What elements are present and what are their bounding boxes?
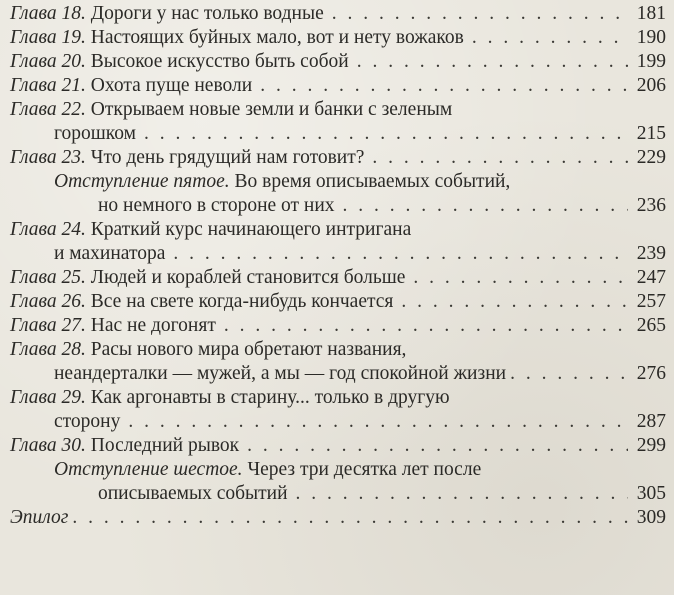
toc-entry-epilogue <box>10 506 666 530</box>
chapter-title: Последний рывок <box>90 435 240 456</box>
toc-line-continuation <box>10 122 666 146</box>
chapter-title: Настоящих буйных мало, вот и нету вожаков <box>90 27 464 48</box>
page-number: 190 <box>636 27 666 48</box>
digression-title: Во время описываемых событий, <box>234 171 511 192</box>
chapter-title: Как аргонавты в старину... только в другую <box>90 387 450 408</box>
toc-entry-chapter-29 <box>10 386 666 434</box>
toc-entry-chapter-19 <box>10 26 666 50</box>
toc-entry-chapter-23 <box>10 146 666 170</box>
dot-leader <box>332 2 628 26</box>
chapter-label: Глава 23. <box>10 147 86 168</box>
page-number: 265 <box>636 315 666 336</box>
toc-line <box>10 338 666 362</box>
page-number: 215 <box>636 123 666 144</box>
chapter-title: Краткий курс начинающего интригана <box>90 219 412 240</box>
toc-entry-chapter-21 <box>10 74 666 98</box>
toc-line <box>10 314 666 338</box>
chapter-title: Все на свете когда-нибудь кончается <box>90 291 394 312</box>
chapter-label: Глава 21. <box>10 75 86 96</box>
toc-entry-chapter-30 <box>10 434 666 458</box>
chapter-label: Глава 26. <box>10 291 86 312</box>
toc-entry-chapter-28 <box>10 338 666 386</box>
dot-leader <box>247 434 628 458</box>
table-of-contents <box>10 2 666 530</box>
dot-leader <box>144 122 628 146</box>
dot-leader <box>173 242 628 266</box>
toc-line <box>10 74 666 98</box>
chapter-title-continuation: и махинатора <box>54 243 166 264</box>
dot-leader <box>128 410 628 434</box>
toc-line-continuation <box>10 362 666 386</box>
chapter-title-continuation: неандерталки — мужей, а мы — год спокойной жизни <box>54 363 507 384</box>
chapter-title: Открываем новые земли и банки с зеленым <box>90 99 453 120</box>
dot-leader <box>401 290 628 314</box>
chapter-label: Глава 18. <box>10 3 86 24</box>
toc-line-continuation <box>10 242 666 266</box>
dot-leader <box>510 362 628 386</box>
toc-entry-chapter-24 <box>10 218 666 266</box>
toc-line <box>10 458 666 482</box>
chapter-title: Расы нового мира обретают названия, <box>90 339 407 360</box>
toc-line <box>10 434 666 458</box>
chapter-title: Охота пуще неволи <box>90 75 253 96</box>
page-number: 276 <box>636 363 666 384</box>
dot-leader <box>472 26 628 50</box>
page-number: 236 <box>636 195 666 216</box>
toc-entry-digression-6 <box>10 458 666 506</box>
page-number: 229 <box>636 147 666 168</box>
toc-line-continuation <box>10 482 666 506</box>
toc-line <box>10 266 666 290</box>
dot-leader <box>372 146 628 170</box>
chapter-title-continuation: сторону <box>54 411 121 432</box>
toc-entry-chapter-22 <box>10 98 666 146</box>
chapter-title: Людей и кораблей становится больше <box>90 267 406 288</box>
chapter-title: Дороги у нас только водные <box>90 3 324 24</box>
toc-line <box>10 218 666 242</box>
toc-line <box>10 290 666 314</box>
toc-line <box>10 146 666 170</box>
page-number: 206 <box>636 75 666 96</box>
toc-line <box>10 98 666 122</box>
chapter-label: Глава 28. <box>10 339 86 360</box>
page-number: 287 <box>636 411 666 432</box>
toc-line-continuation <box>10 410 666 434</box>
toc-entry-chapter-26 <box>10 290 666 314</box>
chapter-title-continuation: горошком <box>54 123 136 144</box>
epilogue-label: Эпилог <box>10 507 69 528</box>
page-number: 305 <box>636 483 666 504</box>
chapter-label: Глава 30. <box>10 435 86 456</box>
digression-label: Отступление пятое. <box>54 171 230 192</box>
digression-label: Отступление шестое. <box>54 459 243 480</box>
toc-entry-chapter-20 <box>10 50 666 74</box>
toc-entry-digression-5 <box>10 170 666 218</box>
page-number: 247 <box>636 267 666 288</box>
page-number: 239 <box>636 243 666 264</box>
dot-leader <box>72 506 628 530</box>
dot-leader <box>343 194 628 218</box>
dot-leader <box>296 482 628 506</box>
chapter-label: Глава 24. <box>10 219 86 240</box>
chapter-label: Глава 20. <box>10 51 86 72</box>
toc-line <box>10 170 666 194</box>
toc-line-continuation <box>10 194 666 218</box>
toc-entry-chapter-27 <box>10 314 666 338</box>
toc-entry-chapter-25 <box>10 266 666 290</box>
page-number: 181 <box>636 3 666 24</box>
toc-entry-chapter-18 <box>10 2 666 26</box>
chapter-label: Глава 22. <box>10 99 86 120</box>
page-number: 199 <box>636 51 666 72</box>
page-number: 257 <box>636 291 666 312</box>
chapter-label: Глава 25. <box>10 267 86 288</box>
chapter-label: Глава 27. <box>10 315 86 336</box>
digression-title-continuation: описываемых событий <box>98 483 288 504</box>
digression-title: Через три десятка лет после <box>247 459 482 480</box>
toc-line <box>10 2 666 26</box>
chapter-label: Глава 19. <box>10 27 86 48</box>
dot-leader <box>357 50 628 74</box>
toc-line <box>10 26 666 50</box>
page-number: 309 <box>636 507 666 528</box>
dot-leader <box>224 314 628 338</box>
toc-line <box>10 386 666 410</box>
chapter-label: Глава 29. <box>10 387 86 408</box>
toc-line <box>10 50 666 74</box>
toc-line <box>10 506 666 530</box>
chapter-title: Что день грядущий нам готовит? <box>90 147 365 168</box>
dot-leader <box>413 266 628 290</box>
digression-title-continuation: но немного в стороне от них <box>98 195 335 216</box>
page-number: 299 <box>636 435 666 456</box>
dot-leader <box>260 74 628 98</box>
chapter-title: Нас не догонят <box>90 315 216 336</box>
chapter-title: Высокое искусство быть собой <box>90 51 349 72</box>
